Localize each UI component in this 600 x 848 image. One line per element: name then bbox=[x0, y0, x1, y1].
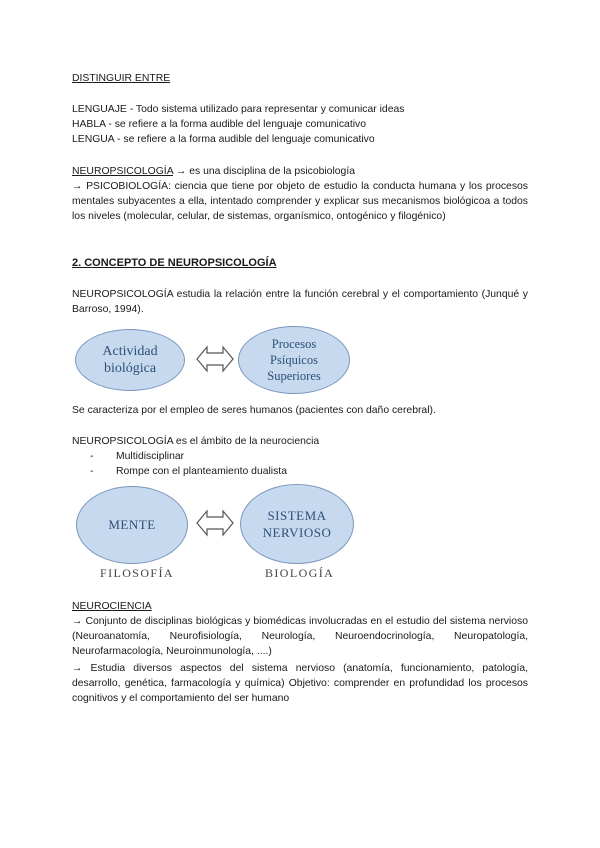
lengua-line: LENGUA - se refiere a la forma audible del lenguaje comunicativo bbox=[72, 134, 375, 145]
neurociencia-paragraph-2: → Estudia diversos aspectos del sistema nervioso (anatomía, funcionamiento, patología, desarrollo, genética, farmacología y química) Objetivo: comprender en profundidad los procesos cognitivos y el comportamiento del ser humano bbox=[72, 663, 528, 704]
neuropsicologia-def: → es una disciplina de la psicobiología bbox=[173, 166, 355, 177]
sistema-nervioso-label: SISTEMA NERVIOSO bbox=[262, 508, 332, 540]
neurociencia-heading: NEUROCIENCIA bbox=[72, 601, 152, 612]
procesos-psiquicos-label: Procesos Psíquicos Superiores bbox=[267, 337, 321, 383]
psicobiologia-paragraph: → PSICOBIOLOGÍA: ciencia que tiene por objeto de estudio la conducta humana y los procesos mentales subyacentes a ella, intentado comprender y explicar sus mecanismos biológicoa a todos los niveles (molecular, celular, de sistemas, organísmico, ontogénico y filogénico) bbox=[72, 181, 528, 222]
mente-ellipse bbox=[76, 486, 188, 564]
double-arrow-icon bbox=[196, 344, 234, 374]
mente-label: MENTE bbox=[108, 517, 156, 532]
section-2-heading: 2. CONCEPTO DE NEUROPSICOLOGÍA bbox=[72, 257, 277, 269]
double-arrow-icon bbox=[196, 508, 234, 538]
neurociencia-paragraph-1: → Conjunto de disciplinas biológicas y biomédicas involucradas en el estudio del sistema nervioso (Neuroanatomía, Neurofisiología, Neurología, Neuroendocrinología, Neuropatología, Neurofarmacología, Neuroinmunología, ....) bbox=[72, 616, 528, 657]
lenguaje-line: LENGUAJE - Todo sistema utilizado para representar y comunicar ideas bbox=[72, 104, 405, 115]
sistema-nervioso-ellipse bbox=[240, 484, 354, 564]
diagram-actividad-procesos bbox=[72, 326, 528, 394]
neuropsicologia-line bbox=[72, 164, 528, 179]
diagram-mente-sistema bbox=[72, 484, 528, 584]
ambito-line: NEUROPSICOLOGÍA es el ámbito de la neurociencia bbox=[72, 436, 320, 447]
distinguir-heading: DISTINGUIR ENTRE bbox=[72, 73, 171, 84]
caracteriza-line: Se caracteriza por el empleo de seres humanos (pacientes con daño cerebral). bbox=[72, 405, 436, 416]
biologia-caption: BIOLOGÍA bbox=[265, 566, 335, 580]
actividad-biologica-ellipse bbox=[75, 329, 185, 391]
filosofia-caption: FILOSOFÍA bbox=[100, 566, 174, 580]
actividad-biologica-label: Actividad biológica bbox=[102, 344, 158, 376]
bullet-item: - Rompe con el planteamiento dualista bbox=[90, 466, 287, 477]
procesos-psiquicos-ellipse bbox=[238, 326, 350, 394]
bullet-dualista: Rompe con el planteamiento dualista bbox=[116, 466, 287, 477]
bullet-item: - Multidisciplinar bbox=[90, 451, 185, 462]
bullet-multidisciplinar: Multidisciplinar bbox=[116, 451, 185, 462]
neuropsicologia-intro: NEUROPSICOLOGÍA estudia la relación entre la función cerebral y el comportamiento (Junqué y Barroso, 1994). bbox=[72, 289, 528, 315]
habla-line: HABLA - se refiere a la forma audible del lenguaje comunicativo bbox=[72, 119, 366, 130]
neuropsicologia-term: NEUROPSICOLOGÍA bbox=[72, 166, 174, 177]
